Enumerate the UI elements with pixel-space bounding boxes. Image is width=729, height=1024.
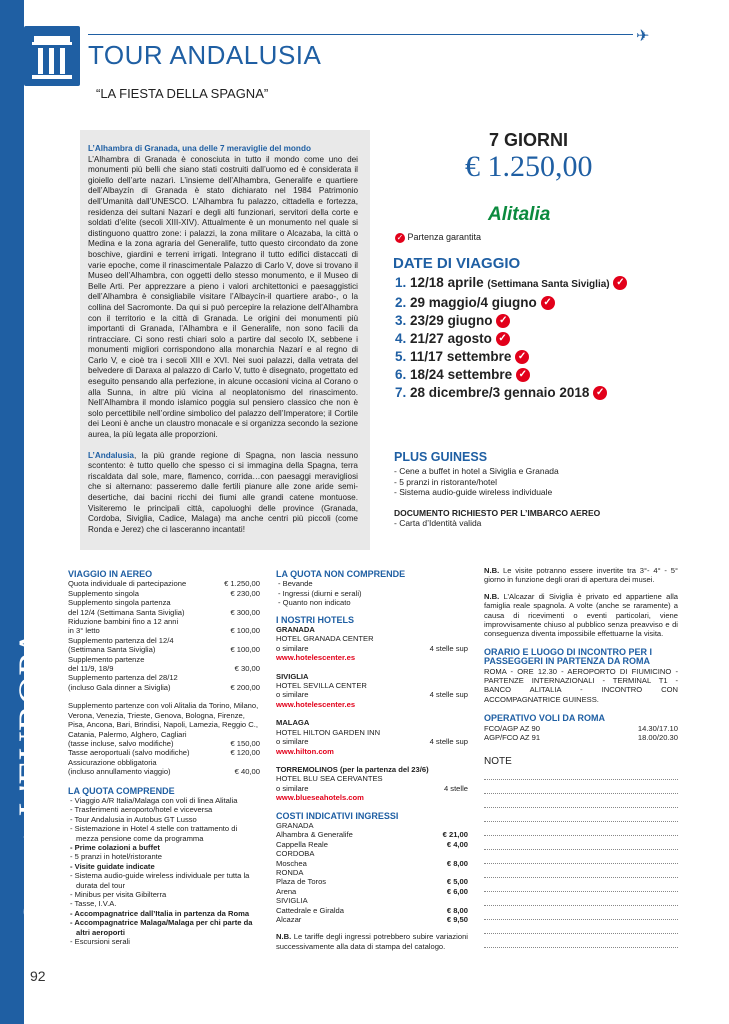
column-notes: [484, 566, 678, 948]
date-item: 5. 11/17 settembre ✓: [395, 348, 627, 366]
intro-paragraph-2-text: , la più grande regione di Spagna, non lascia nessuno scontento: è tutto quello che spesso ci si immagina della Spagna, terra riscaldata dal sole, mare, flamenco, corrida…con paesaggi meravigliosi che si alternano: passeremo dalle fertili pianure alle zone aride semi-desertiche, dai bacini ricchi dei fiumi alle grandi catene montuose. Visiteremo le principali città, capoluoghi delle province (Granada, Cordoba, Siviglia, Cadice, Malaga) ma anche centri più piccoli (come Ronda e Jerez) che ci lasceranno incantati!: [88, 450, 358, 534]
nb-note-2: N.B. L’Alcazar di Siviglia è privato ed appartiene alla famiglia reale spagnola. A volte (anche se raramente) a causa di ricevimenti o eventi particolari, viene improvvisamente chiuso al pubblico senza preavviso e di conseguenza diventa impossibile effettuarne la visita.: [484, 591, 678, 639]
hotel-entry: SIVIGLIA HOTEL SEVILLA CENTER o similare 4 stelle sup www.hotelescenter.es: [276, 671, 468, 709]
price-row: Assicurazione obbligatoria (incluso annullamento viaggio) € 40,00: [68, 757, 260, 777]
viaggio-title: VIAGGIO IN AEREO: [68, 569, 153, 579]
svg-text:Scopri L'EUROPA: [10, 628, 55, 923]
plus-item: - Sistema audio-guide wireless individuale: [394, 487, 553, 497]
costi-note: N.B. Le tariffe degli ingressi potrebbero subire variazioni successivamente alla data di stampa del catalogo.: [276, 932, 468, 951]
hotels-title: I NOSTRI HOTELS: [276, 614, 355, 625]
header-rule: [88, 34, 633, 35]
price-row: Tasse aeroportuali (salvo modifiche) € 120,00: [68, 748, 260, 758]
price-row: Riduzione bambini fino a 12 anni in 3° letto € 100,00: [68, 617, 260, 636]
check-icon: ✓: [496, 314, 510, 328]
page-title: TOUR ANDALUSIA: [88, 40, 322, 70]
side-brand: [2, 628, 62, 925]
comprende-item: - Prime colazioni a buffet: [70, 842, 160, 852]
hotel-website-link[interactable]: www.hotelescenter.es: [276, 653, 356, 663]
plus-title: PLUS GUINESS: [394, 450, 488, 464]
non-comprende-title: LA QUOTA NON COMPRENDE: [276, 569, 406, 579]
check-icon: ✓: [396, 232, 404, 242]
column-hotels: [276, 570, 468, 951]
hotel-website-link[interactable]: www.hotelescenter.es: [276, 699, 356, 709]
comprende-item: - Viaggio A/R Italia/Malaga con voli di linea Alitalia: [70, 795, 238, 805]
comprende-item: - Minibus per visita Gibilterra: [70, 890, 167, 899]
price-row: Supplemento singola partenza del 12/4 (Settimana Santa Siviglia) € 300,00: [68, 598, 260, 617]
price-row: Supplemento singola € 230,00: [68, 588, 260, 598]
comprende-title: LA QUOTA COMPRENDE: [68, 785, 175, 796]
intro-paragraph-2: [88, 451, 358, 536]
comprende-item: - Sistemazione in Hotel 4 stelle con trattamento di mezza pensione come da programma: [70, 824, 238, 843]
flight-row: AGP/FCO AZ 91 18.00/20.30: [484, 733, 678, 743]
side-brand-main: L'EUROPA: [10, 628, 55, 817]
guaranteed-departure-label: Partenza garantita: [407, 232, 482, 242]
comprende-item: - Trasferimenti aeroporto/hotel e viceversa: [70, 805, 213, 815]
price-row: Quota individuale di partecipazione € 1.250,00: [68, 579, 260, 589]
note-title: NOTE: [484, 755, 512, 767]
costi-title: COSTI INDICATIVI INGRESSI: [276, 810, 399, 821]
orario-text: ROMA - ORE 12.30 - AEROPORTO DI FIUMICINO - PARTENZE INTERNAZIONALI - TERMINAL T1 - BANCO ALITALIA - INCONTRO CON ACCOMPAGNATRICE GUINESS.: [484, 666, 678, 704]
costi-group: GRANADA Alhambra & Generalife € 21,00 Cappella Reale € 4,00: [276, 820, 468, 849]
hotel-entry: GRANADA HOTEL GRANADA CENTER o similare 4 stelle sup www.hotelescenter.es: [276, 625, 468, 663]
page-subtitle: “LA FIESTA DELLA SPAGNA”: [96, 86, 269, 101]
alitalia-logo: Alitalia: [488, 204, 551, 225]
column-logo: [24, 26, 80, 86]
flight-row: FCO/AGP AZ 90 14.30/17.10: [484, 723, 678, 733]
intro-box: [80, 130, 370, 550]
hotel-website-link[interactable]: www.hilton.com: [276, 746, 334, 756]
non-comprende-item: - Quanto non indicato: [278, 598, 351, 608]
intro-heading: L’Alhambra di Granada, una delle 7 meraviglie del mondo: [88, 144, 311, 153]
non-comprende-list: [276, 579, 468, 607]
side-brand-script: Scopri: [17, 834, 54, 923]
date-item: 2. 29 maggio/4 giugno ✓: [395, 294, 627, 312]
costi-group: RONDA Plaza de Toros € 5,00 Arena € 6,00: [276, 867, 468, 896]
plus-item: - 5 pranzi in ristorante/hotel: [394, 476, 497, 487]
column-icon: [24, 26, 80, 86]
date-item: 3. 23/29 giugno ✓: [395, 312, 627, 330]
intro-paragraph-2-lead: L’Andalusia: [88, 450, 134, 460]
comprende-item: - Tour Andalusia in Autobus GT Lusso: [70, 814, 197, 824]
price-row: Supplemento partenza del 28/12 (incluso Gala dinner a Siviglia) € 200,00: [68, 673, 260, 692]
date-item: 6. 18/24 settembre ✓: [395, 366, 627, 384]
check-icon: ✓: [613, 276, 627, 290]
date-item: 4. 21/27 agosto ✓: [395, 330, 627, 348]
comprende-item: - Accompagnatrice Malaga/Malaga per chi parte da altri aeroporti: [70, 918, 253, 937]
hotel-entry: TORREMOLINOS (per la partenza del 23/6) HOTEL BLU SEA CERVANTES o similare 4 stelle www.blueseahotels.com: [276, 764, 468, 803]
hotel-entry: MALAGA HOTEL HILTON GARDEN INN o similare 4 stelle sup www.hilton.com: [276, 718, 468, 756]
voli-title: OPERATIVO VOLI DA ROMA: [484, 713, 606, 724]
comprende-item: - Tasse, I.V.A.: [70, 899, 117, 909]
tour-duration: 7 GIORNI: [489, 130, 569, 150]
price-row: Supplemento partenza del 12/4 (Settimana Santa Siviglia) € 100,00: [68, 635, 260, 655]
date-item: 1. 12/18 aprile (Settimana Santa Siviglia) ✓: [395, 274, 627, 294]
comprende-item: - Visite guidate indicate: [70, 861, 155, 871]
check-icon: ✓: [593, 386, 607, 400]
plus-item: - Cene a buffet in hotel a Siviglia e Granada: [394, 466, 559, 476]
costi-group: SIVIGLIA Cattedrale e Giralda € 8,00 Alcazar € 9,50: [276, 896, 468, 924]
document-item: - Carta d’Identità valida: [394, 517, 482, 528]
check-icon: ✓: [541, 296, 555, 310]
column-prices: [68, 570, 260, 946]
check-icon: ✓: [516, 368, 530, 382]
check-icon: ✓: [496, 332, 510, 346]
plus-list: [394, 466, 688, 498]
comprende-item: - 5 pranzi in hotel/ristorante: [70, 852, 163, 862]
nb-note-1: N.B. Le visite potranno essere invertite tra 3°- 4° - 5° giorno in funzione degli orari di apertura dei musei.: [484, 566, 678, 585]
intro-paragraph-1: L’Alhambra di Granada è conosciuta in tutto il mondo come uno dei monumenti più belli che siano stati costruiti dall’uomo ed è considerata il gioiello dell’arte nazarì. L’insieme dell’Alhambra, Generalife e quartiere dell’Albayzín di Granada è stato dichiarato nel 1984 Patrimonio dell’Umanità dall’UNESCO. L’Alhambra fu palazzo, cittadella e fortezza, residenza dei sultani Nazarí e degli alti funzionari, servitori della corte e soldati d’elite (secoli XIII-XIV). Attualmente è un monumento nel quale si distinguono quattro zone: i palazzi, la zona militare o Alcazaba, la città o Medina e la zona agraria del Generalife, tutto questo circondato da zone boschive, giardini e terreni irrigati. Integrano il tutto edifici distaccati di varie epoche, come il rinascimentale Palazzo di Carlo V, dove si trovano il Museo dell’Alhambra, con oggetti dello stesso monumento, e il Museo di Belle Arti. Per apprezzare a pieno i valori architettonici e paesaggistici dell’Alhambra è consigliabile visitare l’Albaycín-il quartiere arabo-, o la collina del Sacromonte. Da qui si può percepire la relazione dell’Alhambra con il territorio e la città di Granada. Le origini dei monumenti più importanti di Granada, l’Alhambra e il Generalife, non sono facili da rintracciare. Ci sono resti chiari solo a partire dal secolo IX, sebbene i monumenti migliori corrispondono alla monarchia Nazarí e al regno di Carlo V, e cioè tra i secoli XIII e XVI. Nei suoi palazzi, dalla vetrata del belvedere di Daraxa al palazzo di Carlo V, tutto è disegnato, progettato ed eseguito pensando alla perfezione, in alcune occasioni vicina al Corano o alla Sunna, in altre più vicina al neoplatonismo del rinascimento. Nell’Alhambra il mondo islamico poggia sul pensiero classico che non è solo percettibile nell’ordine simbolico del palazzo dell’Imperatore; il Cortile dei Leoni è anche un claustro monacale e si organizza secondo la sezione aurea, la più legata alle proporzioni.: [88, 154, 358, 440]
comprende-item: - Escursioni serali: [70, 937, 130, 947]
page-number: 92: [30, 968, 46, 984]
plus-box: [388, 450, 688, 550]
comprende-item: - Sistema audio-guide wireless individuale per tutta la durata del tour: [70, 871, 250, 890]
check-icon: ✓: [515, 350, 529, 364]
non-comprende-item: - Ingressi (diurni e serali): [278, 588, 362, 598]
costi-group: CORDOBA Moschea € 8,00: [276, 849, 468, 868]
comprende-list: [68, 796, 260, 947]
price-row: Supplemento partenze del 11/9, 18/9 € 30,00: [68, 654, 260, 674]
document-title: DOCUMENTO RICHIESTO PER L’IMBARCO AEREO: [394, 507, 601, 518]
hotel-website-link[interactable]: www.blueseahotels.com: [276, 793, 364, 803]
tour-price: € 1.250,00: [465, 150, 593, 183]
dates-title: DATE DI VIAGGIO: [393, 255, 521, 272]
guaranteed-departure: [395, 232, 481, 243]
cities-text: Supplemento partenze con voli Alitalia da Torino, Milano, Verona, Venezia, Trieste, Genova, Bologna, Firenze, Pisa, Ancona, Bari, Brindisi, Napoli, Lamezia, Reggio C., Catania, Palermo, Alghero, Cagliari: [68, 701, 259, 739]
date-item: 7. 28 dicembre/3 gennaio 2018 ✓: [395, 384, 627, 402]
comprende-item: - Accompagnatrice dall’Italia in partenza da Roma: [70, 908, 250, 918]
price-row: (tasse incluse, salvo modifiche) € 150,00: [68, 738, 260, 748]
non-comprende-item: - Bevande: [278, 579, 313, 589]
airplane-icon: ✈: [636, 28, 650, 45]
dates-list: [395, 274, 627, 402]
note-lines: [484, 766, 678, 948]
orario-title: ORARIO E LUOGO DI INCONTRO PER I PASSEGGERI IN PARTENZA DA ROMA: [484, 646, 653, 667]
